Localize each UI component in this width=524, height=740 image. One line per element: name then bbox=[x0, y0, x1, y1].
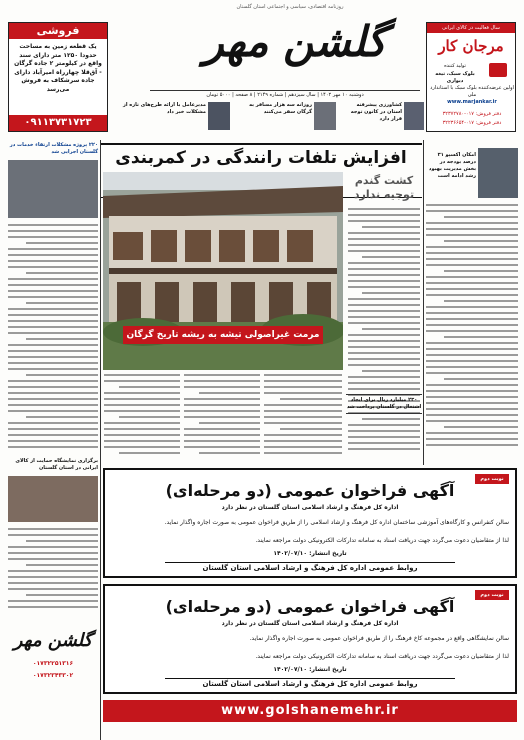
employment-title[interactable]: ۲۳۰ میلیارد ریال برای ایجاد اشتغال در گلستان پرداخت شد bbox=[346, 394, 422, 414]
teaser-text: روزانه سه هزار مسافر به گرگان سفر می‌کنند bbox=[249, 102, 312, 115]
ad-body-1: سالن کنفرانس و کارگاه‌های آموزشی ساختمان اداره کل فرهنگ و ارشاد اسلامی را از طریق فراخوان عمومی به صورت اجاره واگذار نماید. bbox=[164, 519, 509, 526]
right-column bbox=[426, 140, 518, 460]
footer-phone-2: ۰۱۷۳۲۳۴۳۳۰۲ bbox=[32, 672, 74, 679]
ad-footer: روابط عمومی اداره کل فرهنگ و ارشاد اسلامی استان گلستان bbox=[165, 562, 455, 573]
ad-phone-2: دفتر فروش: ۰۱۷-۳۲۲۳۶۶۵۴ bbox=[442, 120, 502, 126]
brand-logo-icon bbox=[489, 63, 507, 77]
ad-badge: نوبت دوم bbox=[475, 474, 509, 484]
story-col-b bbox=[184, 374, 260, 460]
ad-date: تاریخ انتشار: ۱۴۰۲/۰۷/۱۰ bbox=[273, 550, 347, 557]
teaser-photo bbox=[404, 102, 424, 130]
sale-heading: فروشی bbox=[9, 23, 107, 39]
ad-body-2: لذا از متقاضیان دعوت می‌گردد جهت دریافت اسناد به سامانه تدارکات الکترونیکی دولت مراجعه نمایند. bbox=[255, 653, 509, 660]
ad-date: تاریخ انتشار: ۱۴۰۲/۰۷/۱۰ bbox=[273, 666, 347, 673]
website-bar[interactable]: www.golshanemehr.ir bbox=[103, 700, 517, 722]
ad-title: آگهی فراخوان عمومی (دو مرحله‌ای) bbox=[165, 481, 455, 500]
left-item-photo bbox=[8, 160, 98, 218]
marjankar-ad bbox=[426, 22, 516, 132]
ad-tagline: تولید کننده bbox=[444, 63, 466, 69]
ad-heading: سال فعالیت در کالای ایرانی bbox=[427, 23, 515, 33]
left-item-title[interactable]: ۲۲۰ پروژه مشکلات ارتقاء خدمات در گلستان اجرایی شد bbox=[9, 142, 98, 155]
masthead-top-note: روزنامه اقتصادی، سیاسی و اجتماعی استان گلستان bbox=[236, 4, 344, 10]
public-call-ad-2 bbox=[103, 584, 517, 694]
brand-name: مرجان کار bbox=[438, 37, 504, 55]
ad-title: آگهی فراخوان عمومی (دو مرحله‌ای) bbox=[165, 597, 455, 616]
right-item-title[interactable]: امکان اکسپو ۳۱ درصد بودجه در بخش مدیریت بهبود رشد ادامه است bbox=[428, 152, 476, 179]
left-item-2-title[interactable]: برگزاری نمایشگاه حمایت از کالای ایرانی در استان گلستان bbox=[15, 458, 98, 471]
land-sale-ad bbox=[8, 22, 108, 132]
teaser-photo bbox=[314, 102, 336, 130]
ad-subtitle: اداره کل فرهنگ و ارشاد اسلامی استان گلستان در نظر دارد bbox=[221, 504, 399, 511]
left-column-text bbox=[8, 224, 98, 454]
ad-badge: نوبت دوم bbox=[475, 590, 509, 600]
right-item-photo bbox=[478, 148, 518, 198]
teaser-text: مدیرعامل با ارائه طرح‌های تازه از مشکلات خبر داد bbox=[122, 102, 206, 115]
header-teaser[interactable] bbox=[236, 100, 336, 136]
sale-phone: ۰۹۱۱۳۷۳۱۷۲۳ bbox=[9, 115, 107, 131]
lead-photo[interactable] bbox=[103, 172, 343, 370]
wheat-text bbox=[348, 208, 420, 458]
photo-caption: مرمت غیراصولی تیشه به ریشه تاریخ گرگان bbox=[123, 326, 323, 344]
wheat-title[interactable]: کشت گندم توجیه ندارد bbox=[353, 174, 415, 201]
ad-body-2: لذا از متقاضیان دعوت می‌گردد جهت دریافت اسناد به سامانه تدارکات الکترونیکی دولت مراجعه نمایند. bbox=[255, 537, 509, 544]
masthead-title: گلشن مهر bbox=[203, 17, 387, 66]
lead-headline[interactable]: افزایش تلفات رانندگی در کمربندی bbox=[100, 143, 422, 198]
ad-phone-1: دفتر فروش: ۰۱۷-۳۲۳۷۲۷۸۰ bbox=[442, 111, 502, 117]
ad-subtitle: اداره کل فرهنگ و ارشاد اسلامی استان گلستان در نظر دارد bbox=[221, 620, 399, 627]
left-column-text-2 bbox=[8, 528, 98, 618]
story-col-a bbox=[104, 374, 180, 460]
divider bbox=[423, 140, 424, 465]
wheat-sidebar bbox=[346, 172, 422, 462]
header-teaser[interactable] bbox=[112, 100, 230, 136]
story-col-c bbox=[264, 374, 342, 460]
ad-website[interactable]: www.marjankar.ir bbox=[447, 99, 497, 105]
ad-products: بلوک سبک، تیغه دیواری bbox=[435, 71, 475, 84]
teaser-photo bbox=[208, 102, 230, 130]
divider bbox=[100, 140, 101, 740]
right-column-text bbox=[426, 204, 518, 454]
header-teaser[interactable] bbox=[342, 100, 424, 136]
sale-body: یک قطعه زمین به مساحت حدودا ۱۲۵۰ متر دارای سند واقع در کیلومتر ۲ جاده گرگان - آق‌قلا چهارراه امیرآباد دارای جاده سرشکاف به فروش می‌رسد bbox=[14, 43, 102, 93]
ad-footer: روابط عمومی اداره کل فرهنگ و ارشاد اسلامی استان گلستان bbox=[165, 678, 455, 689]
left-item-2-photo bbox=[8, 476, 98, 522]
issue-line: دوشنبه ۱۰ مهر ۱۴۰۲ | سال سیزدهم | شماره ۲۱۴۹ | ۸ صفحه | ۵۰۰۰ تومان bbox=[150, 90, 420, 99]
ad-bullet: اولین عرضه‌کننده بلوک سبک با استاندارد ملی bbox=[430, 85, 514, 98]
public-call-ad-1 bbox=[103, 468, 517, 578]
teaser-text: کشاورزی پیشرفته استان در کانون توجه قرار دارد bbox=[350, 102, 402, 122]
footer-logo: گلشن مهر bbox=[13, 630, 93, 651]
footer-phone-1: ۰۱۷۳۲۲۵۱۳۱۶ bbox=[32, 660, 74, 667]
ad-body-1: سالن نمایشگاهی واقع در مجموعه کاخ فرهنگ را از طریق فراخوان عمومی به صورت اجاره واگذار نماید. bbox=[249, 635, 509, 642]
